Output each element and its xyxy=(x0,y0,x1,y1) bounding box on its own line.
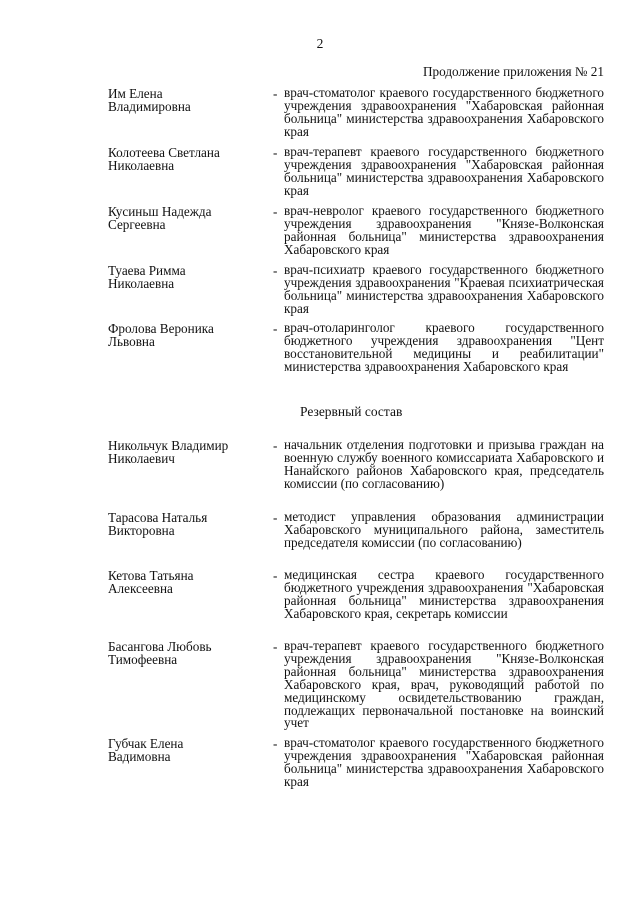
continuation-label: Продолжение приложения № 21 xyxy=(423,64,604,79)
dash: - xyxy=(273,568,278,583)
member-name: Фролова Вероника Львовна xyxy=(108,321,214,350)
member-name: Кусиньш Надежда Сергеевна xyxy=(108,204,212,233)
dash: - xyxy=(273,263,278,278)
member-description: медицинская сестра краевого государственного бюджетного учреждения здравоохранения "Хабаровская районная больница" министерства здравоохранения Хабаровского края, секретарь комиссии xyxy=(284,567,604,621)
member-name: Туаева Римма Николаевна xyxy=(108,263,186,292)
page-number: 2 xyxy=(316,36,324,51)
member-description: врач-отоларинголог краевого государственного бюджетного учреждения здравоохранения "Цент восстановительной медицины и реабилитации" министерства здравоохранения Хабаровского края xyxy=(284,320,604,374)
dash: - xyxy=(273,145,278,160)
dash: - xyxy=(273,438,278,453)
member-name: Басангова Любовь Тимофеевна xyxy=(108,639,212,668)
member-description: врач-терапевт краевого государственного бюджетного учреждения здравоохранения "Хабаровская районная больница" министерства здравоохранения Хабаровского края xyxy=(284,144,604,198)
dash: - xyxy=(273,510,278,525)
member-name: Колотеева Светлана Николаевна xyxy=(108,145,220,174)
member-name: Никольчук Владимир Николаевич xyxy=(108,438,229,467)
dash: - xyxy=(273,321,278,336)
dash: - xyxy=(273,736,278,751)
member-description: начальник отделения подготовки и призыва граждан на военную службу военного комиссариата Хабаровского и Нанайского районов Хабаровского края, председатель комиссии (по согласованию) xyxy=(284,437,604,491)
member-name: Им Елена Владимировна xyxy=(108,86,191,115)
dash: - xyxy=(273,86,278,101)
member-name: Тарасова Наталья Викторовна xyxy=(108,510,208,539)
member-description: врач-стоматолог краевого государственного бюджетного учреждения здравоохранения "Хабаровская районная больница" министерства здравоохранения Хабаровского края xyxy=(284,735,604,789)
member-name: Губчак Елена Вадимовна xyxy=(108,736,184,765)
member-description: врач-стоматолог краевого государственного бюджетного учреждения здравоохранения "Хабаровская районная больница" министерства здравоохранения Хабаровского края xyxy=(284,85,604,139)
member-description: врач-невролог краевого государственного бюджетного учреждения здравоохранения "Князе-Волконская районная больница" министерства здравоохранения Хабаровского края xyxy=(284,203,604,257)
reserve-section-heading: Резервный состав xyxy=(300,404,403,419)
member-description: врач-психиатр краевого государственного бюджетного учреждения здравоохранения "Краевая психиатрическая больница" министерства здравоохранения Хабаровского края xyxy=(284,262,604,316)
member-description: врач-терапевт краевого государственного бюджетного учреждения здравоохранения "Князе-Волконская районная больница" министерства здравоохранения Хабаровского края, врач, руководящий работой по медицинскому освидетельствованию граждан, подлежащих первоначальной постановке на воинский учет xyxy=(284,638,604,731)
dash: - xyxy=(273,639,278,654)
member-name: Кетова Татьяна Алексеевна xyxy=(108,568,194,597)
dash: - xyxy=(273,204,278,219)
member-description: методист управления образования администрации Хабаровского муниципального района, заместитель председателя комиссии (по согласованию) xyxy=(284,509,604,550)
